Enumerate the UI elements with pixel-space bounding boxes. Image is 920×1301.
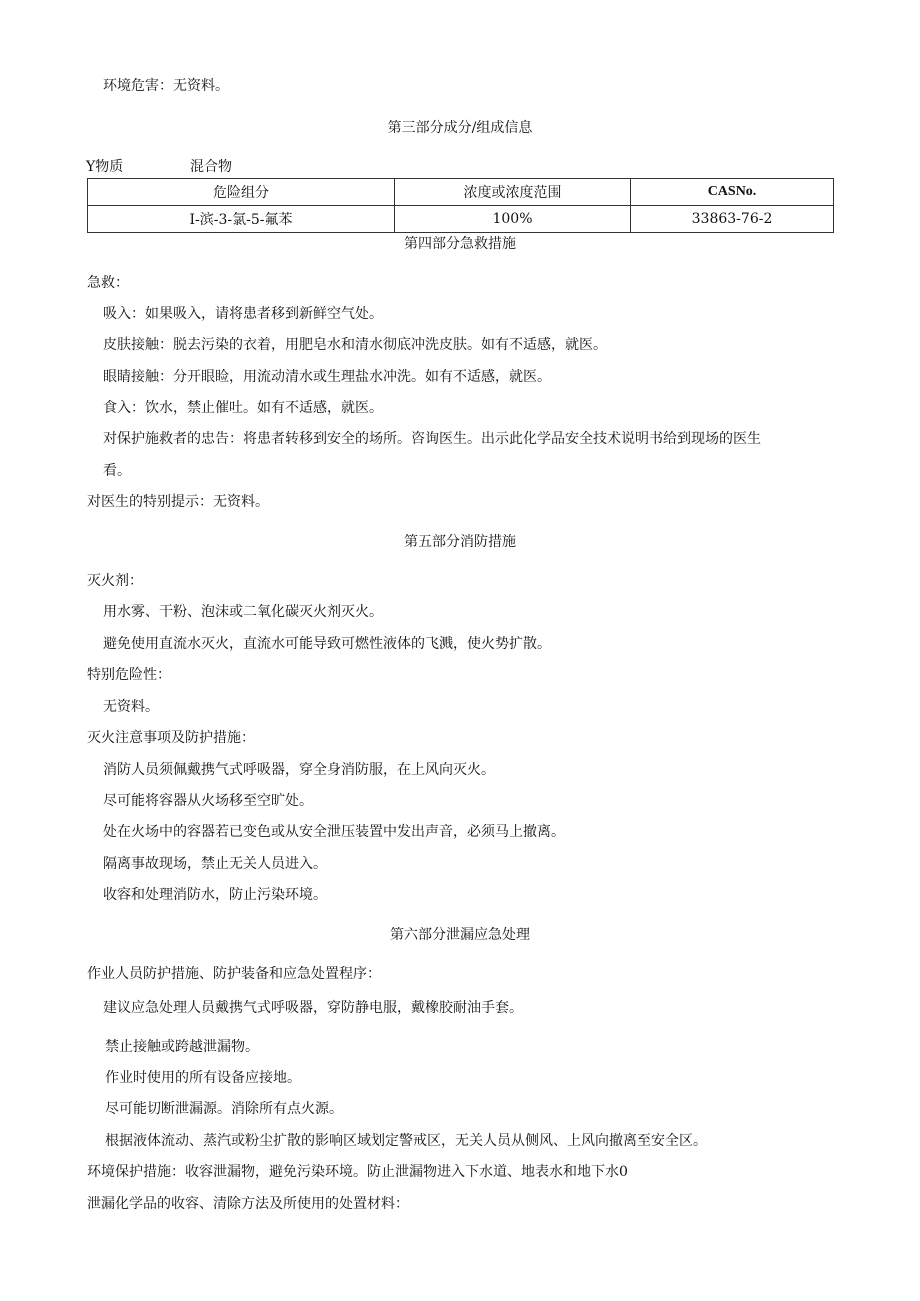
composition-table bbox=[87, 178, 834, 233]
env-hazard-text: 环境危害：无资料。 bbox=[103, 78, 229, 94]
special-hazard-text: 无资料。 bbox=[103, 699, 159, 715]
table-cell: I-滨-3-氯-5-氟苯 bbox=[88, 206, 395, 233]
ingestion-text: 食入：饮水，禁止催吐。如有不适感，就医。 bbox=[103, 400, 383, 416]
list-item: 禁止接触或跨越泄漏物。 bbox=[105, 1039, 259, 1055]
list-item: 作业时使用的所有设备应接地。 bbox=[105, 1070, 301, 1086]
first-aid-label: 急救： bbox=[87, 275, 129, 291]
rescuer-advice-continued: 看。 bbox=[103, 463, 131, 479]
extinguishing-text: 用水雾、干粉、泡沫或二氧化碳灭火剂灭火。 bbox=[103, 604, 383, 620]
list-item: 根据液体流动、蒸汽或粉尘扩散的影响区域划定警戒区，无关人员从侧风、上风向撤离至安全区。 bbox=[105, 1133, 707, 1149]
list-item: 建议应急处理人员戴携气式呼吸器，穿防静电服，戴橡胶耐油手套。 bbox=[103, 1000, 523, 1016]
table-header-cell: CASNo. bbox=[631, 179, 834, 206]
list-item: 尽可能切断泄漏源。消除所有点火源。 bbox=[105, 1101, 343, 1117]
table-header-row bbox=[88, 179, 834, 206]
substance-value: 混合物 bbox=[190, 159, 232, 175]
list-item: 隔离事故现场，禁止无关人员进入。 bbox=[103, 856, 327, 872]
table-cell: 100% bbox=[395, 206, 631, 233]
table-header-cell: 浓度或浓度范围 bbox=[395, 179, 631, 206]
section3-title: 第三部分成分/组成信息 bbox=[387, 120, 533, 136]
doctor-note-text: 对医生的特别提示：无资料。 bbox=[87, 494, 269, 510]
section5-title: 第五部分消防措施 bbox=[404, 534, 516, 550]
table-header-cell: 危险组分 bbox=[88, 179, 395, 206]
list-item: 收容和处理消防水，防止污染环境。 bbox=[103, 887, 327, 903]
personnel-label: 作业人员防护措施、防护装备和应急处置程序： bbox=[87, 966, 381, 982]
substance-label: Y物质 bbox=[86, 159, 124, 175]
rescuer-advice-text: 对保护施救者的忠告：将患者转移到安全的场所。咨询医生。出示此化学品安全技术说明书给到现场的医生 bbox=[103, 431, 761, 447]
skin-contact-text: 皮肤接触：脱去污染的衣着，用肥皂水和清水彻底冲洗皮肤。如有不适感，就医。 bbox=[103, 337, 607, 353]
section6-title: 第六部分泄漏应急处理 bbox=[390, 927, 530, 943]
list-item: 处在火场中的容器若已变色或从安全泄压装置中发出声音，必须马上撤离。 bbox=[103, 824, 565, 840]
cleanup-label: 泄漏化学品的收容、清除方法及所使用的处置材料： bbox=[87, 1196, 409, 1212]
eye-contact-text: 眼睛接触：分开眼睑，用流动清水或生理盐水冲洗。如有不适感，就医。 bbox=[103, 369, 551, 385]
precautions-label: 灭火注意事项及防护措施： bbox=[87, 730, 255, 746]
table-row bbox=[88, 206, 834, 233]
list-item: 消防人员须佩戴携气式呼吸器，穿全身消防服，在上风向灭火。 bbox=[103, 762, 495, 778]
list-item: 尽可能将容器从火场移至空旷处。 bbox=[103, 793, 313, 809]
table-cell: 33863-76-2 bbox=[631, 206, 834, 233]
extinguishing-label: 灭火剂： bbox=[87, 573, 143, 589]
extinguishing-warning: 避免使用直流水灭火，直流水可能导致可燃性液体的飞溅，使火势扩散。 bbox=[103, 636, 551, 652]
env-protection-text: 环境保护措施：收容泄漏物，避免污染环境。防止泄漏物进入下水道、地表水和地下水0 bbox=[87, 1164, 628, 1180]
section4-title: 第四部分急救措施 bbox=[404, 236, 516, 252]
inhalation-text: 吸入：如果吸入，请将患者移到新鲜空气处。 bbox=[103, 306, 383, 322]
special-hazard-label: 特别危险性： bbox=[87, 667, 171, 683]
